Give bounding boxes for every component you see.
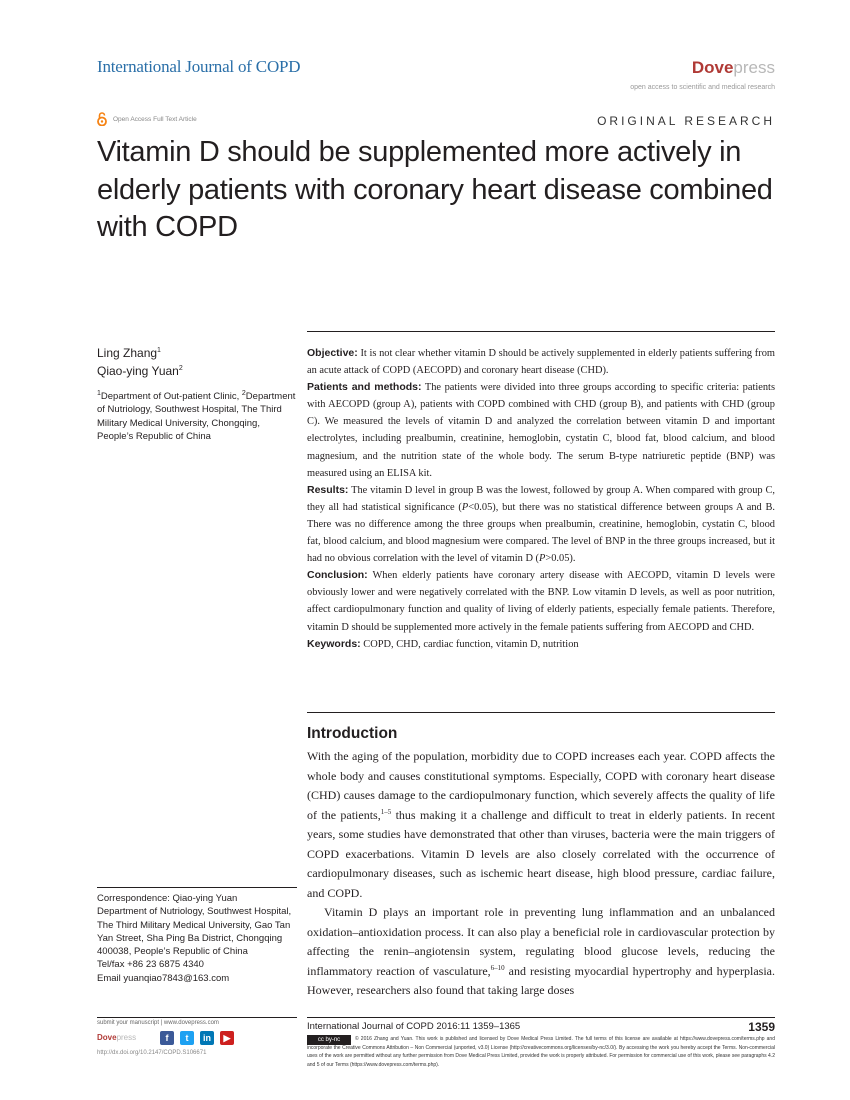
- open-access-lock-icon: [97, 112, 107, 126]
- abstract-keywords: Keywords: COPD, CHD, cardiac function, vitamin D, nutrition: [307, 637, 579, 650]
- introduction-heading: Introduction: [307, 725, 398, 742]
- brand-bold: Dove: [691, 58, 734, 77]
- author: Ling Zhang$^1$: [97, 346, 161, 360]
- correspondence-divider: [97, 887, 297, 888]
- abstract-conclusion: Conclusion: When elderly patients have coronary artery disease with AECOPD, vitamin D levels were obviously lower and were negatively correlated with the BNP. Low vitamin D levels, as well as poor nutrition, affect cardiopulmonary function and quality of living of elderly patients, especially female patients. Therefore, vitamin D should be supplemented more actively in the female patients suffering from AECOPD and CHD.: [307, 569, 775, 633]
- journal-title: International Journal of COPD: [97, 57, 301, 76]
- abstract-bottom-rule: [307, 712, 775, 713]
- footer-left-rule: [97, 1017, 297, 1018]
- open-access-label: Open Access Full Text Article: [113, 115, 197, 123]
- author-list: [97, 344, 183, 380]
- affiliations: $^1$Department of Out-patient Clinic, $^2$Department of Nutriology, Southwest Hospital, The Third Military Medical University, Chongqing, People’s Republic of China: [97, 389, 296, 442]
- license-text: © 2016 Zhang and Yuan. This work is published and licensed by Dove Medical Press Limited. The full terms of this license are available at https://www.dovepress.com/terms.php and incorporate the Creative Commons Attribution – Non Commercial (unported, v3.0) License (http://creativecommons.org/licenses/by-nc/3.0/). By accessing the work you hereby accept the Terms. Non-commercial uses of the work are permitted without any further permission from Dove Medical Press Limited, provided the work is properly attributed. For permission for commercial use of this work, please see paragraphs 4.2 and 5 of our Terms (https://www.dovepress.com/terms.php).: [307, 1036, 775, 1068]
- correspondence-author: Correspondence: Qiao-ying Yuan: [97, 893, 238, 904]
- abstract-objective: Objective: It is not clear whether vitamin D should be actively supplemented in elderly patients suffering from an acute attack of COPD (AECOPD) and coronary heart disease (CHD).: [307, 347, 775, 377]
- abstract-top-rule: [307, 331, 775, 332]
- linkedin-icon[interactable]: in: [200, 1031, 214, 1045]
- article-title: Vitamin D should be supplemented more actively in elderly patients with coronary heart disease combined with COPD: [97, 136, 773, 243]
- correspondence: [97, 892, 297, 985]
- brand-light: press: [733, 58, 775, 77]
- footer-right-rule: [307, 1017, 775, 1018]
- youtube-icon[interactable]: ▶: [220, 1031, 234, 1045]
- abstract-methods: Patients and methods: The patients were divided into three groups according to specific criteria: patients with AECOPD (group A), patients with COPD combined with CHD (group B), and patients with CHD (group C). We measured the levels of vitamin D and analyzed the correlation between vitamin D and important electrolytes, including prealbumin, creatinine, hemoglobin, cystatin C, blood fat, blood calcium, and blood magnesium, and the nutrition state of the whole body. The serum B-type natriuretic peptide (BNP) was measured using an ELISA kit.: [307, 381, 775, 479]
- correspondence-email[interactable]: Email yuanqiao7843@163.com: [97, 972, 230, 984]
- open-access-row: [97, 112, 197, 126]
- footer-dovepress-logo[interactable]: Dovepress: [97, 1033, 137, 1042]
- abstract-results: Results: The vitamin D level in group B was the lowest, followed by group A. When compared with group C, they all had statistical significance (P<0.05), but there was no statistical difference between groups A and B. There was no difference among the three groups when prealbumin, creatinine, hemoglobin, cystatin C, blood fat, blood calcium, and blood magnesium were compared. The level of BNP in the three groups increased, but it had no obvious correlation with the level of vitamin D (P>0.05).: [307, 483, 775, 565]
- introduction-body: [307, 747, 775, 1001]
- facebook-icon[interactable]: f: [160, 1031, 174, 1045]
- page-number: 1359: [748, 1020, 775, 1034]
- dovepress-logo[interactable]: [692, 58, 775, 78]
- intro-paragraph: Vitamin D plays an important role in preventing lung inflammation and an unbalanced oxidation–antioxidation process. It can also play a beneficial role in cardiovascular protection by affecting the renin–angiotensin system, regulating blood glucose levels, reducing the inflammatory reaction of vasculature,$^{6-10}$ and resisting myocardial hypertrophy and hyperplasia. However, researchers also found that taking large doses: [307, 905, 775, 997]
- publisher-tagline: open access to scientific and medical research: [630, 84, 775, 91]
- doi-link[interactable]: http://dx.doi.org/10.2147/COPD.S106671: [97, 1050, 207, 1056]
- submit-manuscript-link[interactable]: submit your manuscript | www.dovepress.com: [97, 1020, 219, 1026]
- creative-commons-badge[interactable]: cc by-nc: [307, 1035, 351, 1045]
- author: Qiao-ying Yuan$^2$: [97, 364, 183, 378]
- abstract: [307, 345, 775, 653]
- twitter-icon[interactable]: t: [180, 1031, 194, 1045]
- article-type: ORIGINAL RESEARCH: [597, 114, 775, 128]
- social-links: [160, 1031, 234, 1045]
- journal-citation: International Journal of COPD 2016:11 1359–1365: [307, 1021, 521, 1032]
- correspondence-phone: Tel/fax +86 23 6875 4340: [97, 959, 204, 971]
- intro-paragraph: With the aging of the population, morbidity due to COPD increases each year. COPD affects the whole body and causes constitutional symptoms. Especially, COPD with coronary heart disease (CHD) causes damage to the cardiopulmonary function, which severely affects the quality of life of the patients,$^{1-5}$ thus making it a challenge and difficult to treat in elderly patients. In recent years, some studies have demonstrated that other than viruses, bacteria were the main triggers of COPD exacerbations. Vitamin D levels are also closely correlated with the occurrence of cardiopulmonary diseases, such as ischemic heart disease, high blood pressure, cardiac failure, and COPD.: [307, 749, 775, 900]
- correspondence-address: Department of Nutriology, Southwest Hospital, The Third Military Medical University, Gao Tan Yan Street, Sha Ping Ba District, Chongqing 400038, People’s Republic of China: [97, 906, 292, 958]
